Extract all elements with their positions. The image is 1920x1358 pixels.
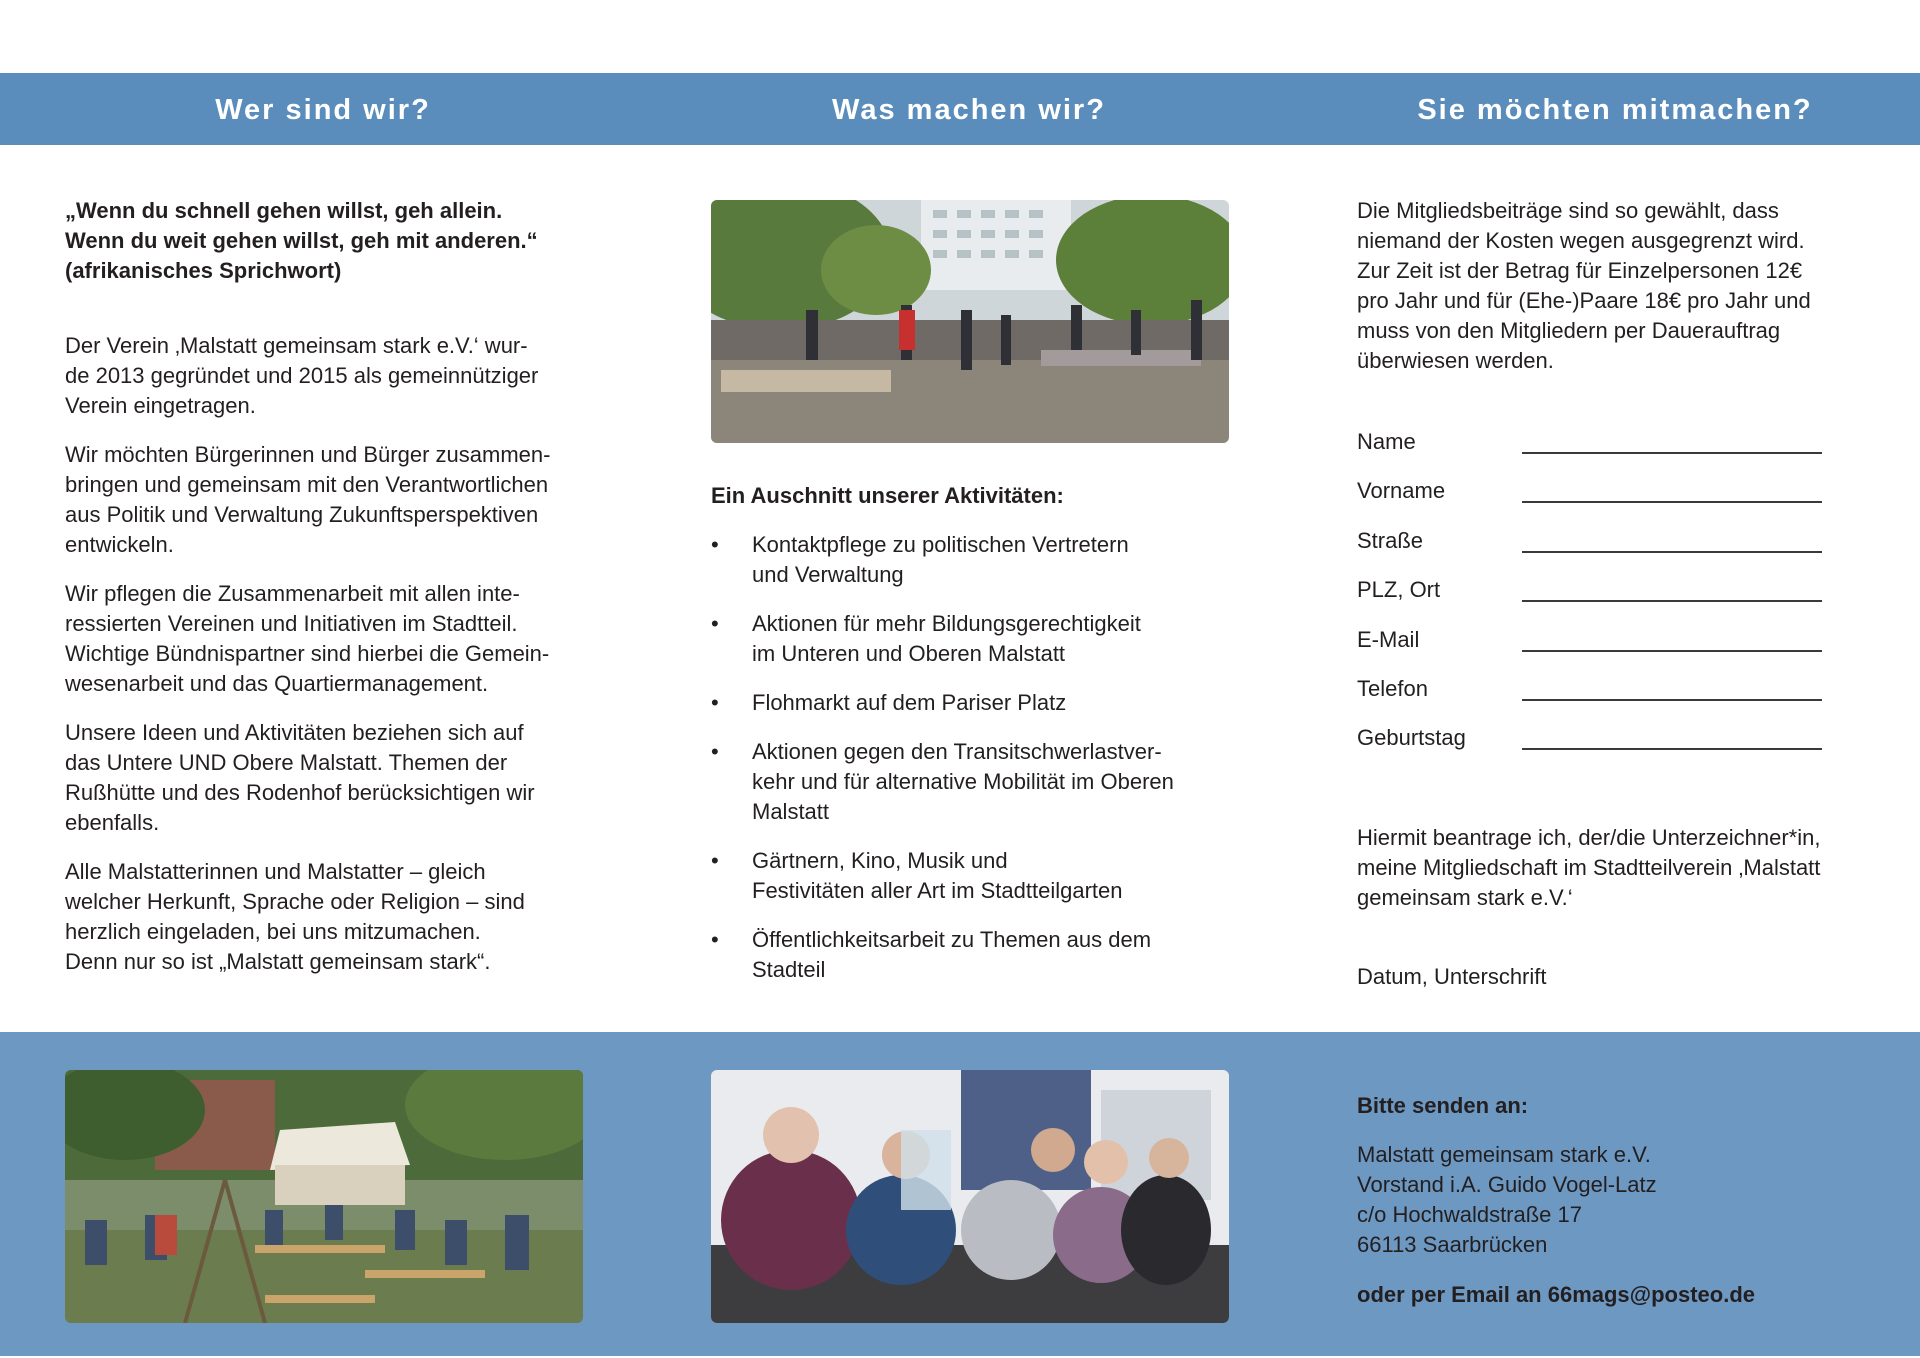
paragraph-goals: Wir möchten Bürgerinnen und Bürger zusammen- bringen und gemeinsam mit den Verantwortlichen aus Politik und Verwaltung Zukunftsperspektiven entwickeln.	[65, 442, 551, 557]
form-label-telefon: Telefon	[1357, 676, 1428, 701]
activities-heading: Ein Auschnitt unserer Aktivitäten:	[711, 483, 1064, 508]
quote-line: Wenn du weit gehen willst, geh mit anderen.“	[65, 228, 538, 253]
paragraph-areas: Unsere Ideen und Aktivitäten beziehen sich auf das Untere UND Obere Malstatt. Themen der Rußhütte und des Rodenhof berücksichtigen wir ebenfalls.	[65, 720, 535, 835]
bullet-icon: •	[711, 739, 719, 764]
form-label-name: Name	[1357, 429, 1416, 454]
heading-join-us: Sie möchten mitmachen?	[1417, 94, 1813, 126]
paragraph-invitation: Alle Malstatterinnen und Malstatter – gleich welcher Herkunft, Sprache oder Religion – sind herzlich eingeladen, bei uns mitzumachen. Denn nur so ist „Malstatt gemeinsam stark“.	[65, 859, 525, 974]
form-field-plz-ort[interactable]	[1522, 600, 1822, 602]
meeting-photo	[711, 1070, 1229, 1323]
quote-source: (afrikanisches Sprichwort)	[65, 258, 342, 283]
send-to-heading: Bitte senden an:	[1357, 1093, 1529, 1118]
bullet-icon: •	[711, 611, 719, 636]
bullet-icon: •	[711, 848, 719, 873]
quote-line: „Wenn du schnell gehen willst, geh allein.	[65, 198, 503, 223]
form-label-vorname: Vorname	[1357, 478, 1446, 503]
list-item: • Aktionen gegen den Transitschwerlastver- kehr und für alternative Mobilität im Oberen Malstatt	[711, 739, 1174, 824]
form-label-email: E-Mail	[1357, 627, 1420, 652]
form-field-telefon[interactable]	[1522, 699, 1822, 701]
list-item: • Kontaktpflege zu politischen Vertretern und Verwaltung	[711, 532, 1129, 587]
signature-label: Datum, Unterschrift	[1357, 964, 1547, 989]
form-field-email[interactable]	[1522, 650, 1822, 652]
form-field-name[interactable]	[1522, 452, 1822, 454]
membership-fees: Die Mitgliedsbeiträge sind so gewählt, dass niemand der Kosten wegen ausgegrenzt wird. Zur Zeit ist der Betrag für Einzelpersonen 12€ pro Jahr und für (Ehe-)Paare 18€ pro Jahr und muss von den Mitgliedern per Dauerauftrag überwiesen werden.	[1357, 198, 1811, 373]
middle-column	[711, 481, 1271, 1004]
application-statement: Hiermit beantrage ich, der/die Unterzeichner*in, meine Mitgliedschaft im Stadtteilverein ‚Malstatt gemeinsam stark e.V.‘	[1357, 825, 1821, 910]
bullet-icon: •	[711, 532, 719, 557]
email-contact[interactable]: oder per Email an 66mags@posteo.de	[1357, 1282, 1756, 1307]
list-item: • Öffentlichkeitsarbeit zu Themen aus dem Stadteil	[711, 927, 1152, 982]
form-field-geburtstag[interactable]	[1522, 748, 1822, 750]
heading-who-are-we: Wer sind wir?	[215, 94, 431, 126]
form-field-vorname[interactable]	[1522, 501, 1822, 503]
list-item: • Aktionen für mehr Bildungsgerechtigkeit im Unteren und Oberen Malstatt	[711, 611, 1141, 666]
proverb-quote	[65, 196, 605, 286]
paragraph-partners: Wir pflegen die Zusammenarbeit mit allen inte- ressierten Vereinen und Initiativen im Stadtteil. Wichtige Bündnispartner sind hierbei die Gemein- wesenarbeit und das Quartiermanagement.	[65, 581, 550, 696]
form-field-strasse[interactable]	[1522, 551, 1822, 553]
form-label-geburtstag: Geburtstag	[1357, 725, 1466, 750]
left-column	[65, 196, 605, 996]
bullet-icon: •	[711, 927, 719, 952]
garden-photo	[65, 1070, 583, 1323]
paragraph-founding: Der Verein ‚Malstatt gemeinsam stark e.V.‘ wur- de 2013 gegründet und 2015 als gemeinnütziger Verein eingetragen.	[65, 333, 539, 418]
activities-list	[711, 530, 1271, 985]
list-item: • Flohmarkt auf dem Pariser Platz	[711, 688, 1271, 718]
form-label-plz-ort: PLZ, Ort	[1357, 577, 1441, 602]
heading-what-we-do: Was machen wir?	[832, 94, 1106, 126]
bullet-icon: •	[711, 690, 719, 715]
postal-address: Malstatt gemeinsam stark e.V. Vorstand i.A. Guido Vogel-Latz c/o Hochwaldstraße 17 66113 Saarbrücken	[1357, 1142, 1657, 1257]
list-item: • Gärtnern, Kino, Musik und Festivitäten aller Art im Stadtteilgarten	[711, 848, 1123, 903]
flea-market-photo	[711, 200, 1229, 443]
form-label-strasse: Straße	[1357, 528, 1424, 553]
